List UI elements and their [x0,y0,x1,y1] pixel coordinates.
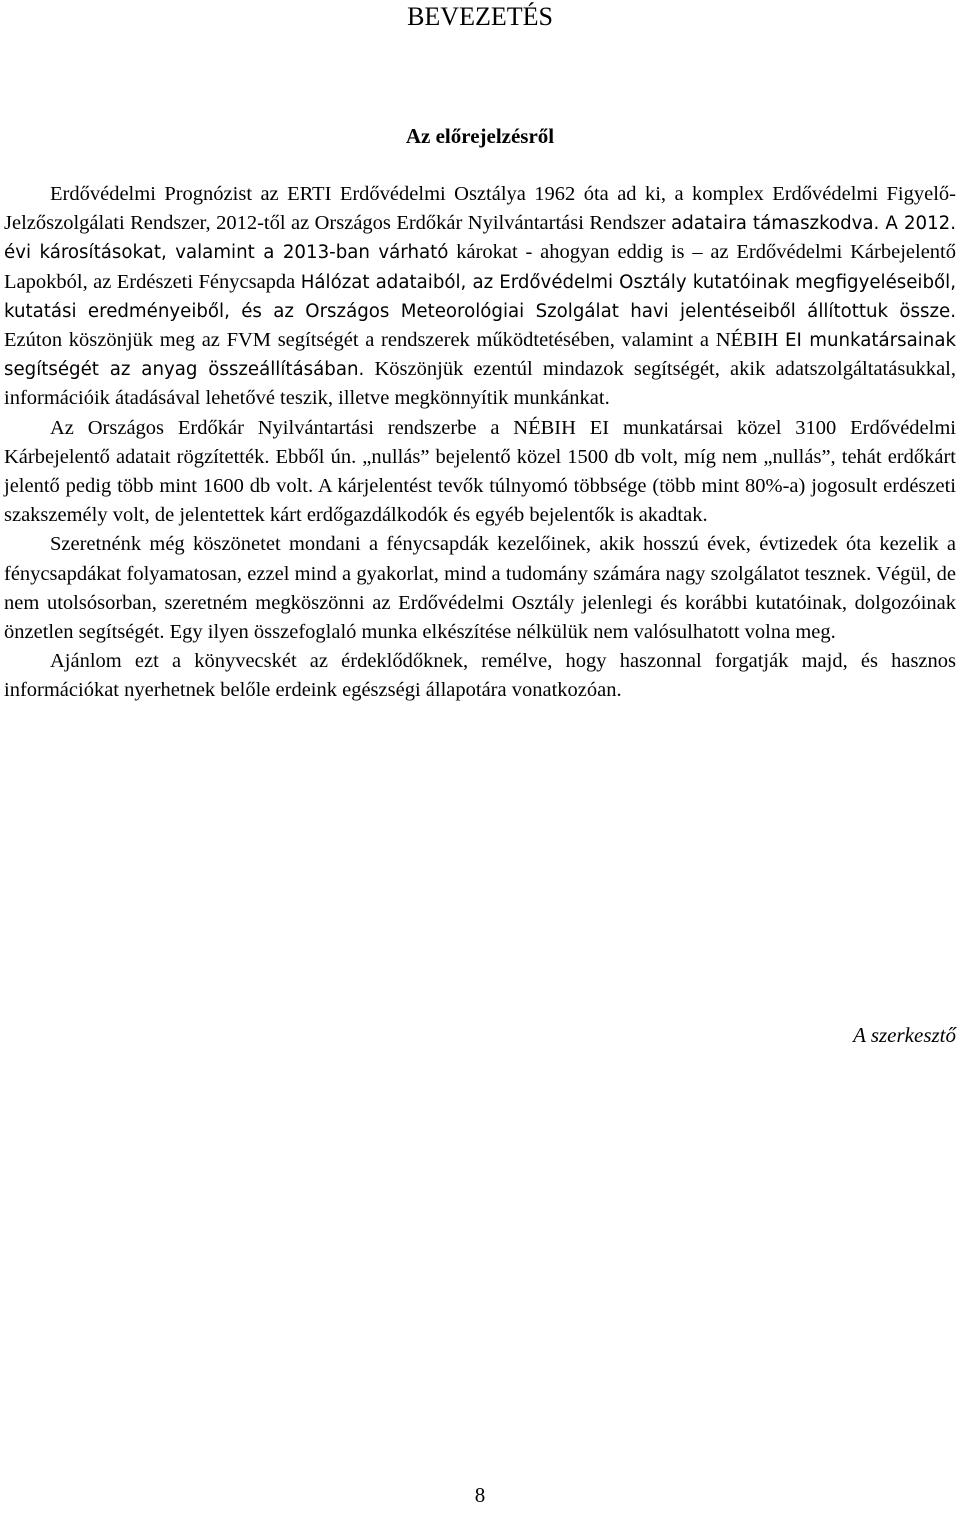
page-title: BEVEZETÉS [407,2,553,31]
signature: A szerkesztő [853,1023,956,1047]
paragraph-1-part-5: Ezúton köszönjük meg az FVM segítségét a rendszerek működtetésében, valamint a NÉBIH [4,329,786,352]
paragraph-1-part-7: Köszönjük ezentúl mindazok segítségét, akik adatszolgáltatásukkal, információik átadásával lehetővé teszik, illetve megkönnyítik munkánkat. [4,358,956,410]
page-number: 8 [474,1483,486,1507]
section-subtitle: Az előrejelzésről [405,124,555,148]
paragraph-1-part-4: Hálózat adataiból, az Erdővédelmi Osztály kutatóinak megfigyeléseiből, kutatási eredményeiből, és az Országos Meteorológiai Szolgálat havi jelentéseiből állítottuk össze. [4,271,956,322]
paragraph-1-part-2: adataira támaszkodva. A 2012. évi károsításokat, valamint a 2013-ban várható [4,213,957,264]
body-text [4,180,956,706]
paragraph-1 [4,180,956,414]
paragraph-2: Az Országos Erdőkár Nyilvántartási rendszerbe a NÉBIH EI munkatársai közel 3100 Erdővédelmi Kárbejelentő adatait rögzítették. Ebből ún. „nullás” bejelentő közel 1500 db volt, míg nem „nullás”, tehát erdőkárt jelentő pedig több mint 1600 db volt. A kárjelentést tevők túlnyomó többsége (több mint 80%-a) jogosult erdészeti szakszemély volt, de jelentettek kárt erdőgazdálkodók és egyéb bejelentők is akadtak. [4,416,956,527]
paragraph-1-part-3: károkat - ahogyan eddig is – az Erdővédelmi Kárbejelentő Lapokból, az Erdészeti Fénycsapda [4,241,956,293]
paragraph-3: Szeretnénk még köszönetet mondani a fénycsapdák kezelőinek, akik hosszú évek, évtizedek óta kezelik a fénycsapdákat folyamatosan, ezzel mind a gyakorlat, mind a tudomány számára nagy szolgálatot tesznek. Végül, de nem utolsósorban, szeretném megköszönni az Erdővédelmi Osztály jelenlegi és korábbi kutatóinak, dolgozóinak önzetlen segítségét. Egy ilyen összefoglaló munka elkészítése nélkülük nem valósulhatott volna meg. [4,533,956,644]
paragraph-4: Ajánlom ezt a könyvecskét az érdeklődőknek, remélve, hogy haszonnal forgatják majd, és hasznos információkat nyerhetnek belőle erdeink egészségi állapotára vonatkozóan. [4,650,956,702]
paragraph-1-part-1: Erdővédelmi Prognózist az ERTI Erdővédelmi Osztálya 1962 óta ad ki, a komplex Erdővédelmi Figyelő-Jelzőszolgálati Rendszer, 2012-től az Országos Erdőkár Nyilvántartási Rendszer [4,183,956,235]
paragraph-1-part-6: EI munkatársainak segítségét az anyag összeállításában. [4,330,956,381]
